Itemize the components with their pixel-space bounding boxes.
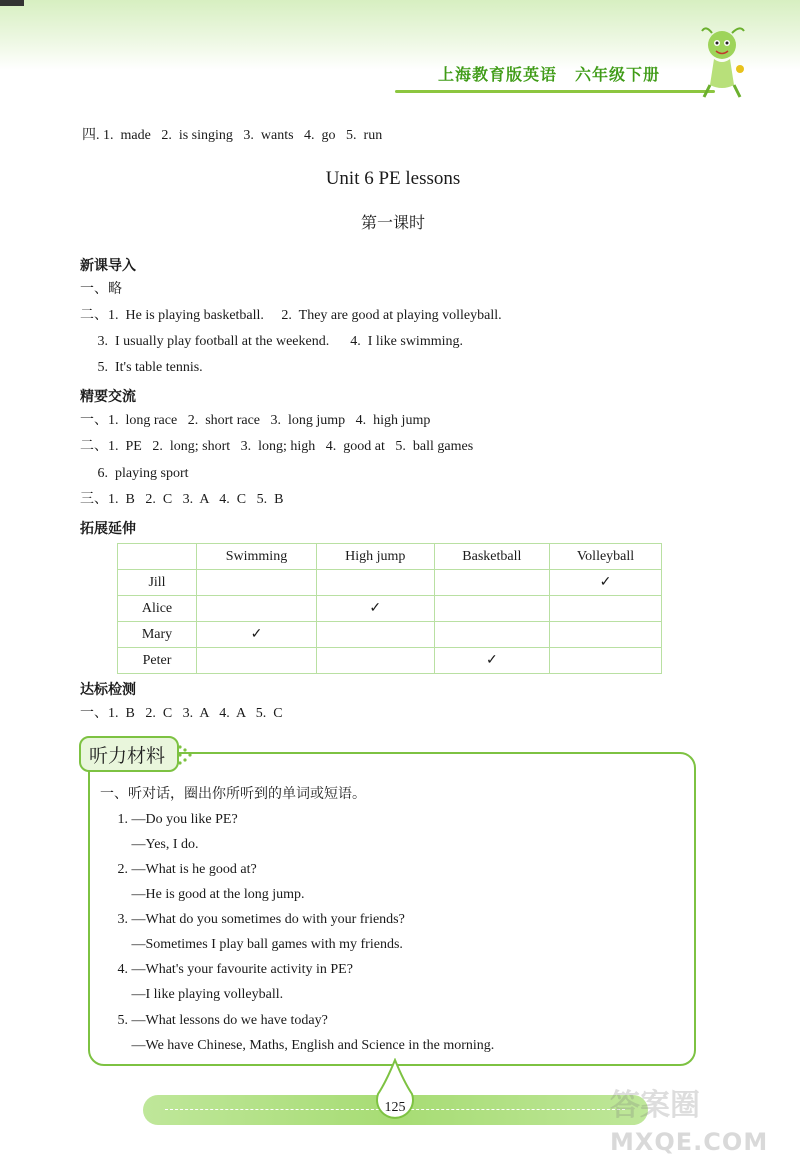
listening-line: 1. —Do you like PE?: [100, 812, 238, 827]
listening-line: —Sometimes I play ball games with my friends.: [100, 937, 403, 952]
listening-line: 2. —What is he good at?: [100, 862, 257, 877]
section-heading-exchange: 精要交流: [80, 389, 136, 405]
lesson-title: 第一课时: [360, 213, 425, 232]
listening-line: 5. —What lessons do we have today?: [100, 1013, 328, 1028]
answer-line: 一、1. long race 2. short race 3. long jump 4. high jump: [80, 413, 431, 428]
answer-line: 一、1. B 2. C 3. A 4. A 5. C: [80, 706, 283, 721]
table-corner-cell: [118, 544, 197, 570]
answer-line: 6. playing sport: [80, 466, 189, 481]
table-cell: [316, 648, 434, 674]
answer-line: 一、略: [80, 282, 122, 297]
table-cell: ✓: [550, 570, 662, 596]
header-underline: [395, 90, 715, 93]
section-heading-extension: 拓展延伸: [80, 521, 136, 537]
grade-label: 六年级下册: [575, 65, 661, 84]
column-header: Basketball: [434, 544, 549, 570]
listening-line: 3. —What do you sometimes do with your friends?: [100, 912, 405, 927]
listening-line: 一、听对话，圈出你所听到的单词或短语。: [100, 787, 366, 802]
answer-line: 5. It's table tennis.: [80, 360, 203, 375]
section-heading-test: 达标检测: [80, 682, 136, 698]
page-number: 125: [384, 1100, 406, 1115]
row-name: Mary: [118, 622, 197, 648]
table-cell: [434, 570, 549, 596]
table-cell: ✓: [197, 622, 317, 648]
table-cell: [316, 570, 434, 596]
listening-line: 4. —What's your favourite activity in PE?: [100, 962, 353, 977]
table-cell: [550, 648, 662, 674]
dotted-arrow-icon: [177, 744, 195, 766]
book-title: 上海教育版英语: [438, 65, 558, 84]
table-cell: [197, 596, 317, 622]
listening-tab: [79, 736, 179, 772]
listening-line: —I like playing volleyball.: [100, 987, 284, 1002]
table-cell: [197, 648, 317, 674]
column-header: Volleyball: [550, 544, 662, 570]
table-row: [118, 622, 662, 648]
column-header: High jump: [316, 544, 434, 570]
table-cell: [550, 622, 662, 648]
answer-line: 3. I usually play football at the weekend. 4. I like swimming.: [80, 334, 463, 349]
answer-line: 二、1. PE 2. long; short 3. long; high 4. good at 5. ball games: [80, 439, 474, 454]
listening-line: —Yes, I do.: [100, 837, 199, 852]
unit-title: Unit 6 PE lessons: [325, 168, 461, 189]
section-heading-intro: 新课导入: [80, 258, 136, 274]
table-cell: ✓: [316, 596, 434, 622]
table-cell: [316, 622, 434, 648]
watermark-url: MXQE.COM: [610, 1128, 769, 1156]
corner-mark: [0, 0, 24, 6]
row-name: Jill: [118, 570, 197, 596]
row-name: Alice: [118, 596, 197, 622]
top-answer-line: 四. 1. made 2. is singing 3. wants 4. go 5. run: [82, 128, 383, 143]
column-header: Swimming: [197, 544, 317, 570]
listening-line: —He is good at the long jump.: [100, 887, 305, 902]
table-cell: [434, 622, 549, 648]
table-header-row: [118, 544, 662, 570]
listening-line: —We have Chinese, Maths, English and Science in the morning.: [100, 1038, 495, 1053]
listening-tab-label: 听力材料: [89, 744, 166, 767]
header-band: [0, 0, 800, 70]
header-title: [438, 62, 660, 85]
table-cell: [197, 570, 317, 596]
table-cell: [434, 596, 549, 622]
table-row: [118, 648, 662, 674]
answer-line: 三、1. B 2. C 3. A 4. C 5. B: [80, 492, 284, 507]
row-name: Peter: [118, 648, 197, 674]
mascot-icon: [700, 25, 750, 100]
table-cell: [550, 596, 662, 622]
table-cell: ✓: [434, 648, 549, 674]
watermark-logo: 答案圈: [610, 1088, 700, 1123]
table-row: [118, 570, 662, 596]
table-row: [118, 596, 662, 622]
activity-table: [117, 543, 662, 674]
answer-line: 二、1. He is playing basketball. 2. They are good at playing volleyball.: [80, 308, 502, 323]
